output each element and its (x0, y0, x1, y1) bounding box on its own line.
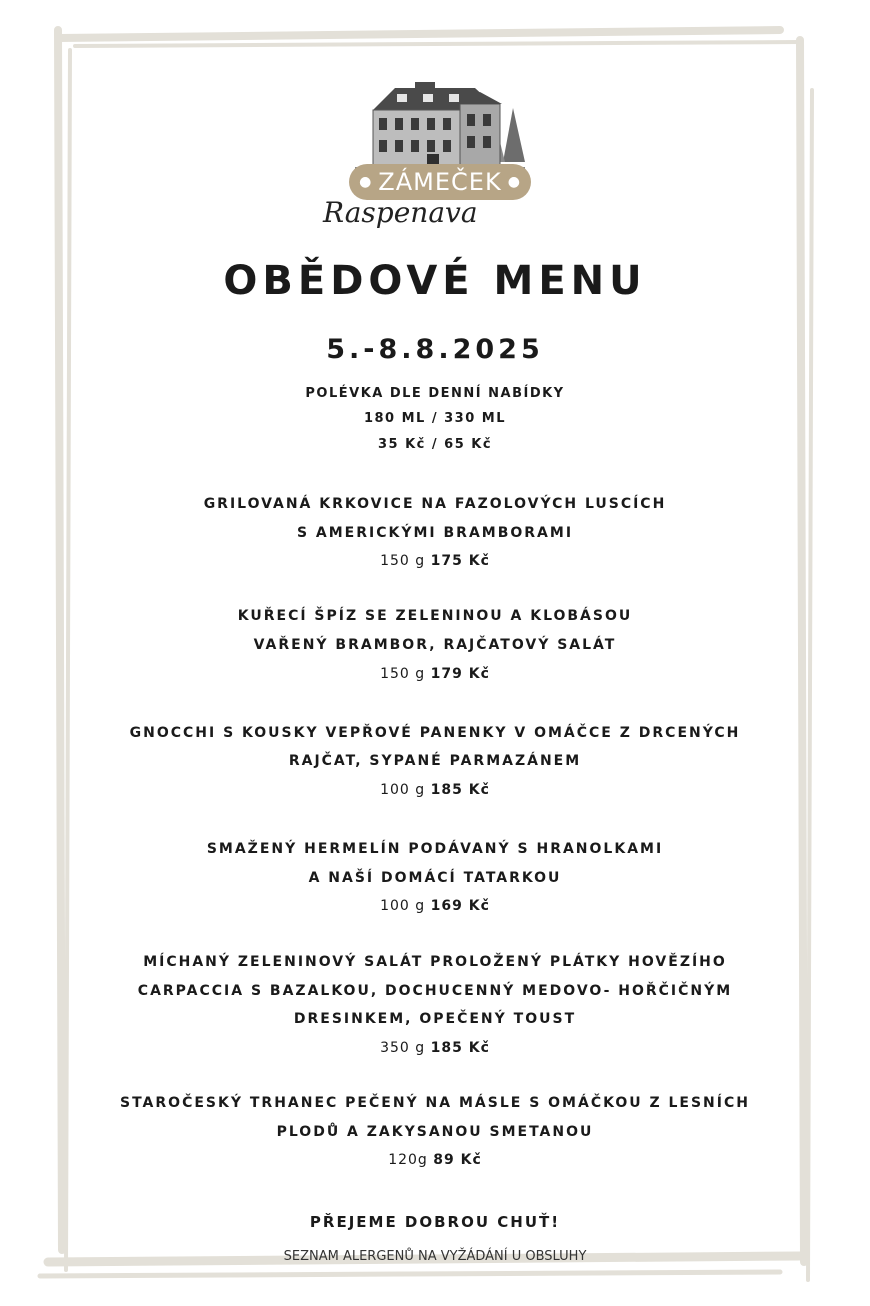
dish-6-line-1: STAROČESKÝ TRHANEC PEČENÝ NA MÁSLE S OMÁČKOU Z LESNÍCH (120, 1095, 750, 1111)
dish-3-line-1: GNOCCHI S KOUSKY VEPŘOVÉ PANENKY V OMÁČCE Z DRCENÝCH (129, 725, 741, 741)
dish-1-price-row (0, 553, 870, 569)
dish-3-line-2: RAJČAT, SYPANÉ PARMAZÁNEM (288, 753, 582, 769)
logo-name: ZÁMEČEK (378, 168, 502, 196)
dish-5-line-1: MÍCHANÝ ZELENINOVÝ SALÁT PROLOŽENÝ PLÁTKY HOVĚZÍHO (143, 954, 727, 970)
dish-5-price-row (0, 1040, 870, 1056)
dot-icon: ● (359, 174, 373, 190)
dish-1-line-2: S AMERICKÝMI BRAMBORAMI (296, 525, 574, 541)
dish-2-line-2: VAŘENÝ BRAMBOR, RAJČATOVÝ SALÁT (253, 637, 617, 653)
dish-2-line-1: KUŘECÍ ŠPÍZ SE ZELENINOU A KLOBÁSOU (237, 608, 633, 624)
logo-plate (349, 164, 531, 200)
dish-price: 169 Kč (430, 898, 490, 914)
dish-price: 175 Kč (430, 553, 490, 569)
logo-script: Raspenava (323, 196, 478, 229)
closing-wish: PŘEJEME DOBROU CHUŤ! (309, 1213, 561, 1231)
dish-3-price-row (0, 782, 870, 798)
dish-weight: 150 g (380, 666, 426, 682)
dish-price: 185 Kč (430, 1040, 490, 1056)
dish-4-line-1: SMAŽENÝ HERMELÍN PODÁVANÝ S HRANOLKAMI (206, 841, 664, 857)
dish-weight: 120g (388, 1152, 428, 1168)
dish-6-price-row (0, 1152, 870, 1168)
dish-price: 179 Kč (430, 666, 490, 682)
restaurant-logo (315, 80, 545, 240)
soup-sizes: 180 ML / 330 ML (363, 411, 507, 426)
dot-icon: ● (507, 174, 521, 190)
page-title: OBĚDOVÉ MENU (223, 258, 647, 304)
menu-date: 5.-8.8.2025 (326, 334, 544, 365)
allergen-note: SEZNAM ALERGENŮ NA VYŽÁDÁNÍ U OBSLUHY (283, 1249, 587, 1264)
dish-weight: 100 g (380, 782, 426, 798)
dish-weight: 150 g (380, 553, 426, 569)
dish-4-price-row (0, 898, 870, 914)
dish-5-line-2: CARPACCIA S BAZALKOU, DOCHUCENNÝ MEDOVO- HOŘČIČNÝM (137, 983, 733, 999)
soup-name: POLÉVKA DLE DENNÍ NABÍDKY (305, 386, 565, 401)
dish-price: 89 Kč (433, 1152, 482, 1168)
dish-6-line-2: PLODŮ A ZAKYSANOU SMETANOU (276, 1124, 594, 1140)
soup-prices: 35 Kč / 65 Kč (377, 437, 493, 452)
dish-weight: 350 g (380, 1040, 426, 1056)
dish-5-line-3: DRESINKEM, OPEČENÝ TOUST (293, 1011, 577, 1027)
dish-4-line-2: A NAŠÍ DOMÁCÍ TATARKOU (308, 870, 562, 886)
dish-2-price-row (0, 666, 870, 682)
dish-weight: 100 g (380, 898, 426, 914)
dish-price: 185 Kč (430, 782, 490, 798)
dish-1-line-1: GRILOVANÁ KRKOVICE NA FAZOLOVÝCH LUSCÍCH (203, 496, 667, 512)
